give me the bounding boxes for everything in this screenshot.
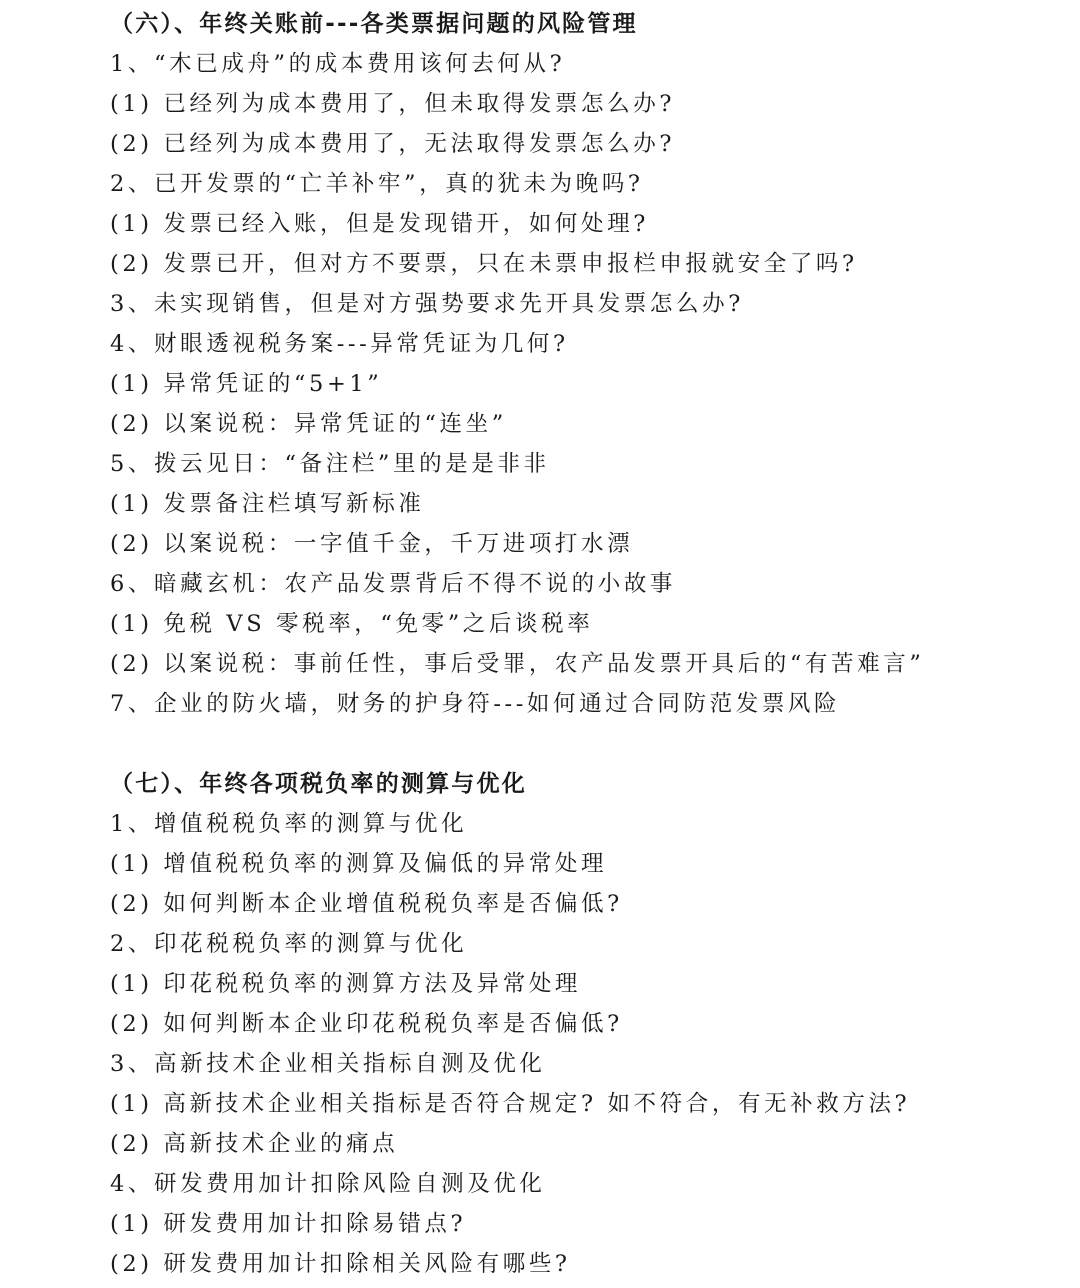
sub-item-line: (2) 以案说税：一字值千金，千万进项打水漂: [110, 531, 634, 557]
sub-item-line: (2) 发票已开，但对方不要票，只在未票申报栏申报就安全了吗?: [110, 251, 858, 277]
sub-item-line: (2) 已经列为成本费用了，无法取得发票怎么办?: [110, 131, 675, 157]
sub-item-line: (1) 免税 VS 零税率，“免零”之后谈税率: [110, 611, 594, 637]
item-line: 4、研发费用加计扣除风险自测及优化: [110, 1171, 546, 1197]
sub-item-line: (1) 已经列为成本费用了，但未取得发票怎么办?: [110, 91, 675, 117]
item-line: 1、增值税税负率的测算与优化: [110, 811, 468, 837]
item-line: 7、企业的防火墙，财务的护身符---如何通过合同防范发票风险: [110, 691, 841, 717]
item-line: 2、已开发票的“亡羊补牢”，真的犹未为晚吗?: [110, 171, 644, 197]
document-body: [0, 4, 1080, 1284]
sub-item-line: (2) 如何判断本企业增值税税负率是否偏低?: [110, 891, 623, 917]
item-line: 5、拨云见日：“备注栏”里的是是非非: [110, 451, 550, 477]
sub-item-line: (2) 高新技术企业的痛点: [110, 1131, 399, 1157]
item-line: 2、印花税税负率的测算与优化: [110, 931, 468, 957]
item-line: 6、暗藏玄机：农产品发票背后不得不说的小故事: [110, 571, 677, 597]
section-six: [0, 4, 1080, 724]
item-line: 4、财眼透视税务案---异常凭证为几何?: [110, 331, 569, 357]
sub-item-line: (2) 以案说税：异常凭证的“连坐”: [110, 411, 507, 437]
section-heading: （七）、年终各项税负率的测算与优化: [110, 771, 527, 797]
sub-item-line: (1) 发票已经入账，但是发现错开，如何处理?: [110, 211, 649, 237]
sub-item-line: (1) 增值税税负率的测算及偏低的异常处理: [110, 851, 608, 877]
sub-item-line: (1) 发票备注栏填写新标准: [110, 491, 425, 517]
sub-item-line: (1) 印花税税负率的测算方法及异常处理: [110, 971, 582, 997]
sub-item-line: (1) 异常凭证的“5+1”: [110, 371, 383, 397]
item-line: 1、“木已成舟”的成本费用该何去何从?: [110, 51, 566, 77]
sub-item-line: (2) 研发费用加计扣除相关风险有哪些?: [110, 1251, 571, 1277]
sub-item-line: (1) 高新技术企业相关指标是否符合规定? 如不符合，有无补救方法?: [110, 1091, 911, 1117]
item-line: 3、高新技术企业相关指标自测及优化: [110, 1051, 546, 1077]
section-heading: （六）、年终关账前---各类票据问题的风险管理: [110, 11, 638, 37]
sub-item-line: (1) 研发费用加计扣除易错点?: [110, 1211, 467, 1237]
sub-item-line: (2) 如何判断本企业印花税税负率是否偏低?: [110, 1011, 623, 1037]
item-line: 3、未实现销售，但是对方强势要求先开具发票怎么办?: [110, 291, 744, 317]
section-seven: [0, 764, 1080, 1284]
sub-item-line: (2) 以案说税：事前任性，事后受罪，农产品发票开具后的“有苦难言”: [110, 651, 925, 677]
